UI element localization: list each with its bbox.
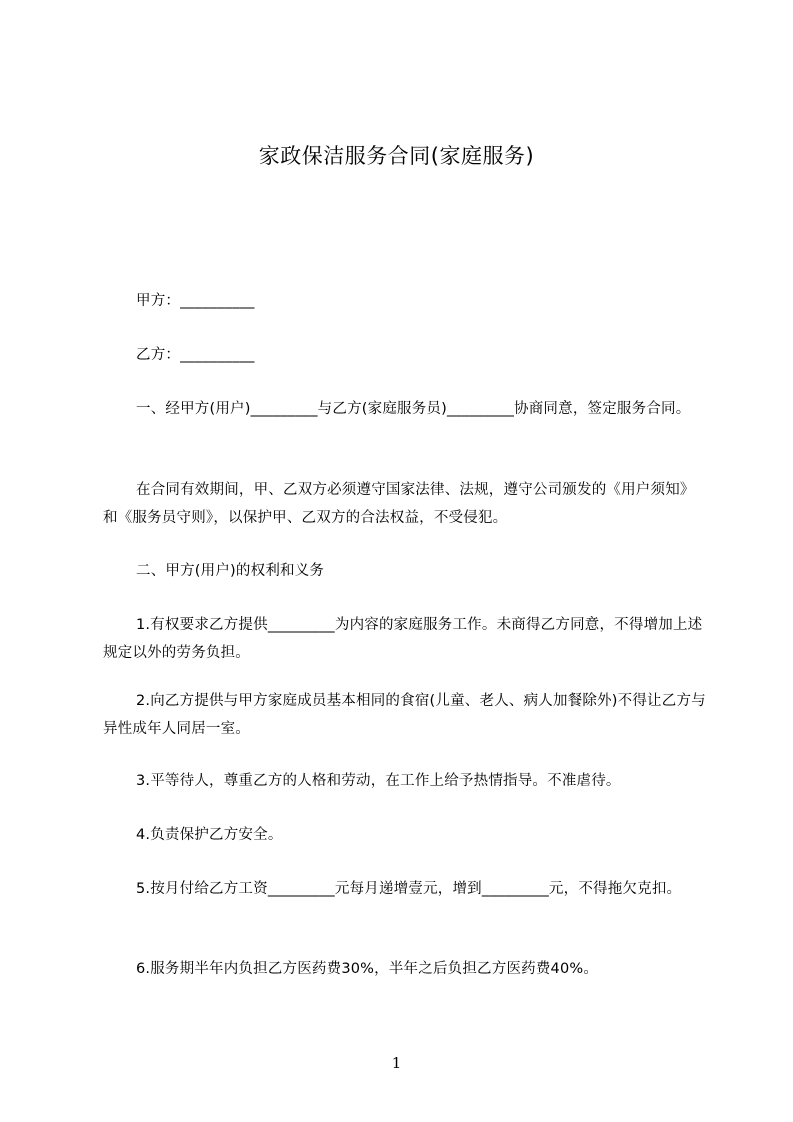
document-title: 家政保洁服务合同(家庭服务) <box>258 144 535 168</box>
clause-3: 3.平等待人，尊重乙方的人格和劳动，在工作上给予热情指导。不准虐待。 <box>136 773 621 789</box>
clause-1: 1.有权要求乙方提供_________为内容的家庭服务工作。未商得乙方同意，不得增加上述规定以外的劳务负担。 <box>103 617 703 661</box>
clause-2: 2.向乙方提供与甲方家庭成员基本相同的食宿(儿童、老人、病人加餐除外)不得让乙方与异性成年人同居一室。 <box>103 693 706 737</box>
clause-5: 5.按月付给乙方工资_________元每月递增壹元，增到_________元，不得拖欠克扣。 <box>136 881 682 897</box>
party-b-line: 乙方：__________ <box>136 347 255 363</box>
page-number: 1 <box>391 1054 402 1072</box>
clause-4: 4.负责保护乙方安全。 <box>136 827 283 843</box>
clause-6: 6.服务期半年内负担乙方医药费30%，半年之后负担乙方医药费40%。 <box>136 961 599 977</box>
section-one-paragraph: 一、经甲方(用户)_________与乙方(家庭服务员)_________协商同意，签定服务合同。 <box>136 401 691 417</box>
party-a-line: 甲方：__________ <box>136 293 255 309</box>
section-two-heading: 二、甲方(用户)的权利和义务 <box>136 563 325 579</box>
validity-paragraph: 在合同有效期间，甲、乙双方必须遵守国家法律、法规，遵守公司颁发的《用户须知》和《服务员守则》，以保护甲、乙双方的合法权益，不受侵犯。 <box>103 482 695 526</box>
